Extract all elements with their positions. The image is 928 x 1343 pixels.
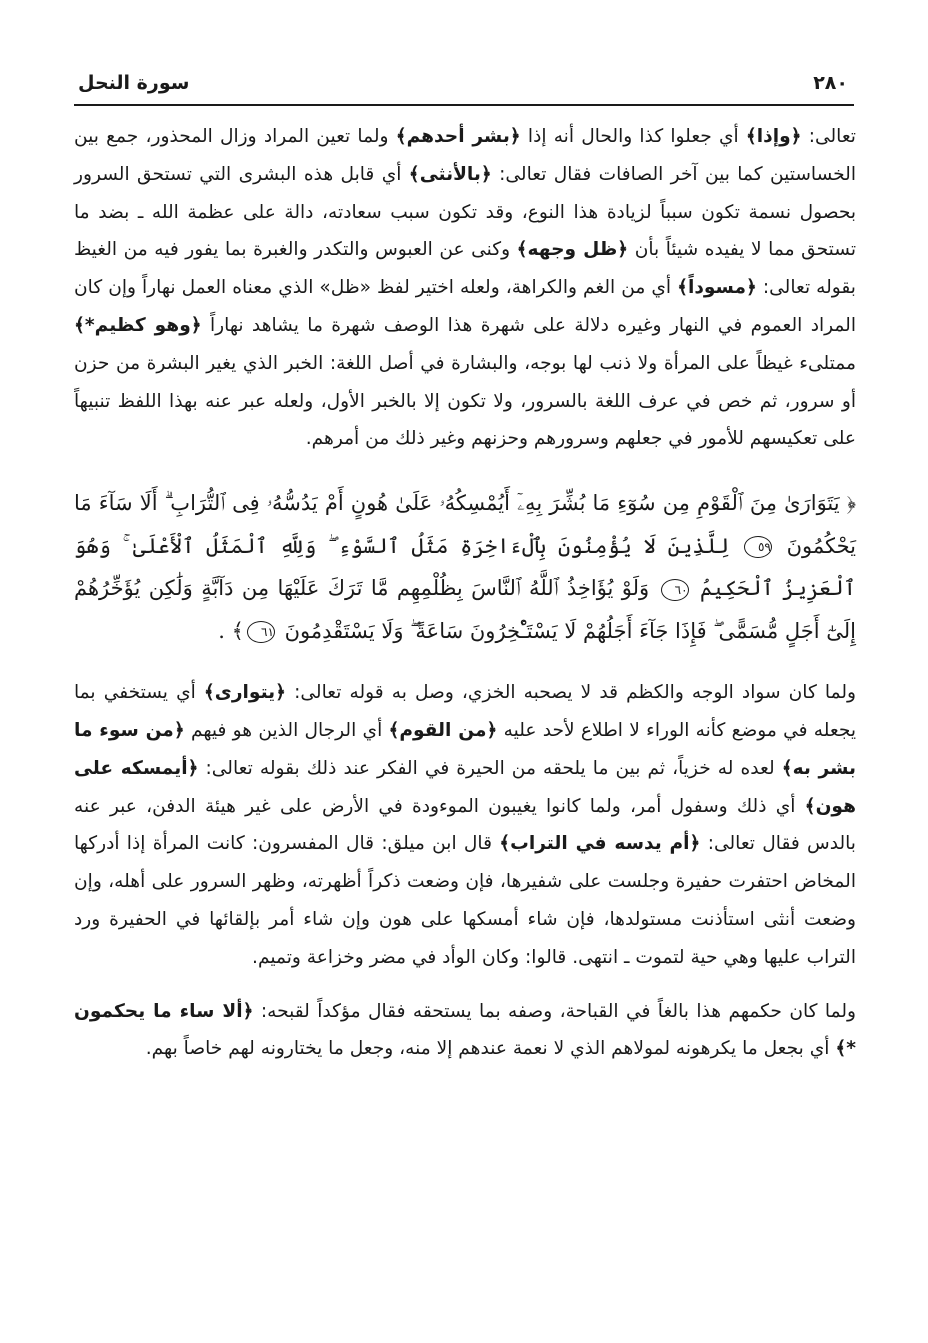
page-body bbox=[74, 118, 856, 1068]
commentary-paragraph-3: ولما كان حكمهم هذا بالغاً في القباحة، وصفه بما يستحقه فقال مؤكداً لقبحه: ﴿ألا ساء ما يحكمون *﴾ أي بجعل ما يكرهونه لمولاهم الذي لا نعمة عندهم إلا منه، وجعل ما يختارونه لهم خاصاً بهم. bbox=[74, 1000, 856, 1060]
page-header bbox=[74, 68, 854, 106]
surah-title: سورة النحل bbox=[78, 72, 190, 94]
ayah-number-marker: ٦٠ bbox=[661, 579, 689, 601]
page-number: ٢٨٠ bbox=[813, 72, 848, 94]
commentary-paragraph-1: تعالى: ﴿وإذا﴾ أي جعلوا كذا والحال أنه إذا ﴿بشر أحدهم﴾ ولما تعين المراد وزال المحذور، جمع بين الخساستين كما بين آخر الصافات فقال تعالى: ﴿بالأنثى﴾ أي قابل هذه البشرى التي تستحق السرور بحصول نسمة تكون سبباً لزيادة هذا النوع، وقد تكون سبب سعادته، دالة على عظمة الله ـ بضد ما تستحق مما لا يفيده شيئاً بأن ﴿ظل وجهه﴾ وكنى عن العبوس والتكدر والغبرة بما يفور فيه من الغيظ بقوله تعالى: ﴿مسوداً﴾ أي من الغم والكراهة، ولعله اختير لفظ «ظل» الذي معناه العمل نهاراً وإن كان المراد العموم في النهار وغيره دلالة على شهرة هذا الوصف شهرة ما يشاهد نهاراً ﴿وهو كظيم*﴾ ممتلىء غيظاً على المرأة ولا ذنب لها بوجه، والبشارة في أصل اللغة: الخبر الذي يغير البشرة من حزن أو سرور، ثم خص في عرف اللغة بالسرور، ولا تكون إلا بالخبر الأول، ولعله عبر عنه بهذا اللفظ تنبيهاً على تعكيسهم للأمور في جعلهم وسرورهم وحزنهم وغير ذلك من أمرهم. bbox=[74, 126, 856, 450]
ayah-number-marker: ٦١ bbox=[247, 621, 275, 643]
quran-verses: ﴿ يَتَوَارَىٰ مِنَ ٱلْقَوْمِ مِن سُوٓءِ مَا بُشِّرَ بِهِۦٓ أَيُمْسِكُهُۥ عَلَىٰ هُونٍ أَمْ يَدُسُّهُۥ فِى ٱلتُّرَابِ ۗ أَلَا سَآءَ مَا يَحْكُمُونَ ٥٩ لِلَّذِينَ لَا يُؤْمِنُونَ بِٱلْءَاخِرَةِ مَثَلُ ٱلسَّوْءِ ۖ وَلِلَّهِ ٱلْمَثَلُ ٱلْأَعْلَىٰ ۚ وَهُوَ ٱلْعَزِيزُ ٱلْحَكِيمُ ٦٠ وَلَوْ يُؤَاخِذُ ٱللَّهُ ٱلنَّاسَ بِظُلْمِهِم مَّا تَرَكَ عَلَيْهَا مِن دَآبَّةٍ وَلَٰكِن يُؤَخِّرُهُمْ إِلَىٰٓ أَجَلٍ مُّسَمًّى ۖ فَإِذَا جَآءَ أَجَلُهُمْ لَا يَسْتَـْٔخِرُونَ سَاعَةً ۖ وَلَا يَسْتَقْدِمُونَ ٦١﴾ . bbox=[74, 491, 856, 643]
commentary-paragraph-2: ولما كان سواد الوجه والكظم قد لا يصحبه الخزي، وصل به قوله تعالى: ﴿يتوارى﴾ أي يستخفي بما يجعله في موضع كأنه الوراء لا اطلاع لأحد عليه ﴿من القوم﴾ أي الرجال الذين هو فيهم ﴿من سوء ما بشر به﴾ لعده له خزياً، ثم بين ما يلحقه من الحيرة في الفكر عند ذلك بقوله تعالى: ﴿أيمسكه على هون﴾ أي ذلك وسفول أمر، ولما كانوا يغيبون الموءودة في الأرض على غير هيئة الدفن، عبر عنه بالدس فقال تعالى: ﴿أم يدسه في التراب﴾ قال ابن ميلق: قال المفسرون: كانت المرأة إذا أدركها المخاض احتفرت حفيرة وجلست على شفيرها، فإن وضعت ذكراً أظهرته، وظهر السرور على أهله، وإن وضعت أنثى استأذنت مستولدها، فإن شاء أمسكها على هون وإن شاء أمر بإلقائها في الحفيرة ورد التراب عليها وهي حية لتموت ـ انتهى. قالوا: وكان الوأد في مضر وخزاعة وتميم. bbox=[74, 682, 856, 968]
ayah-number-marker: ٥٩ bbox=[744, 536, 772, 558]
